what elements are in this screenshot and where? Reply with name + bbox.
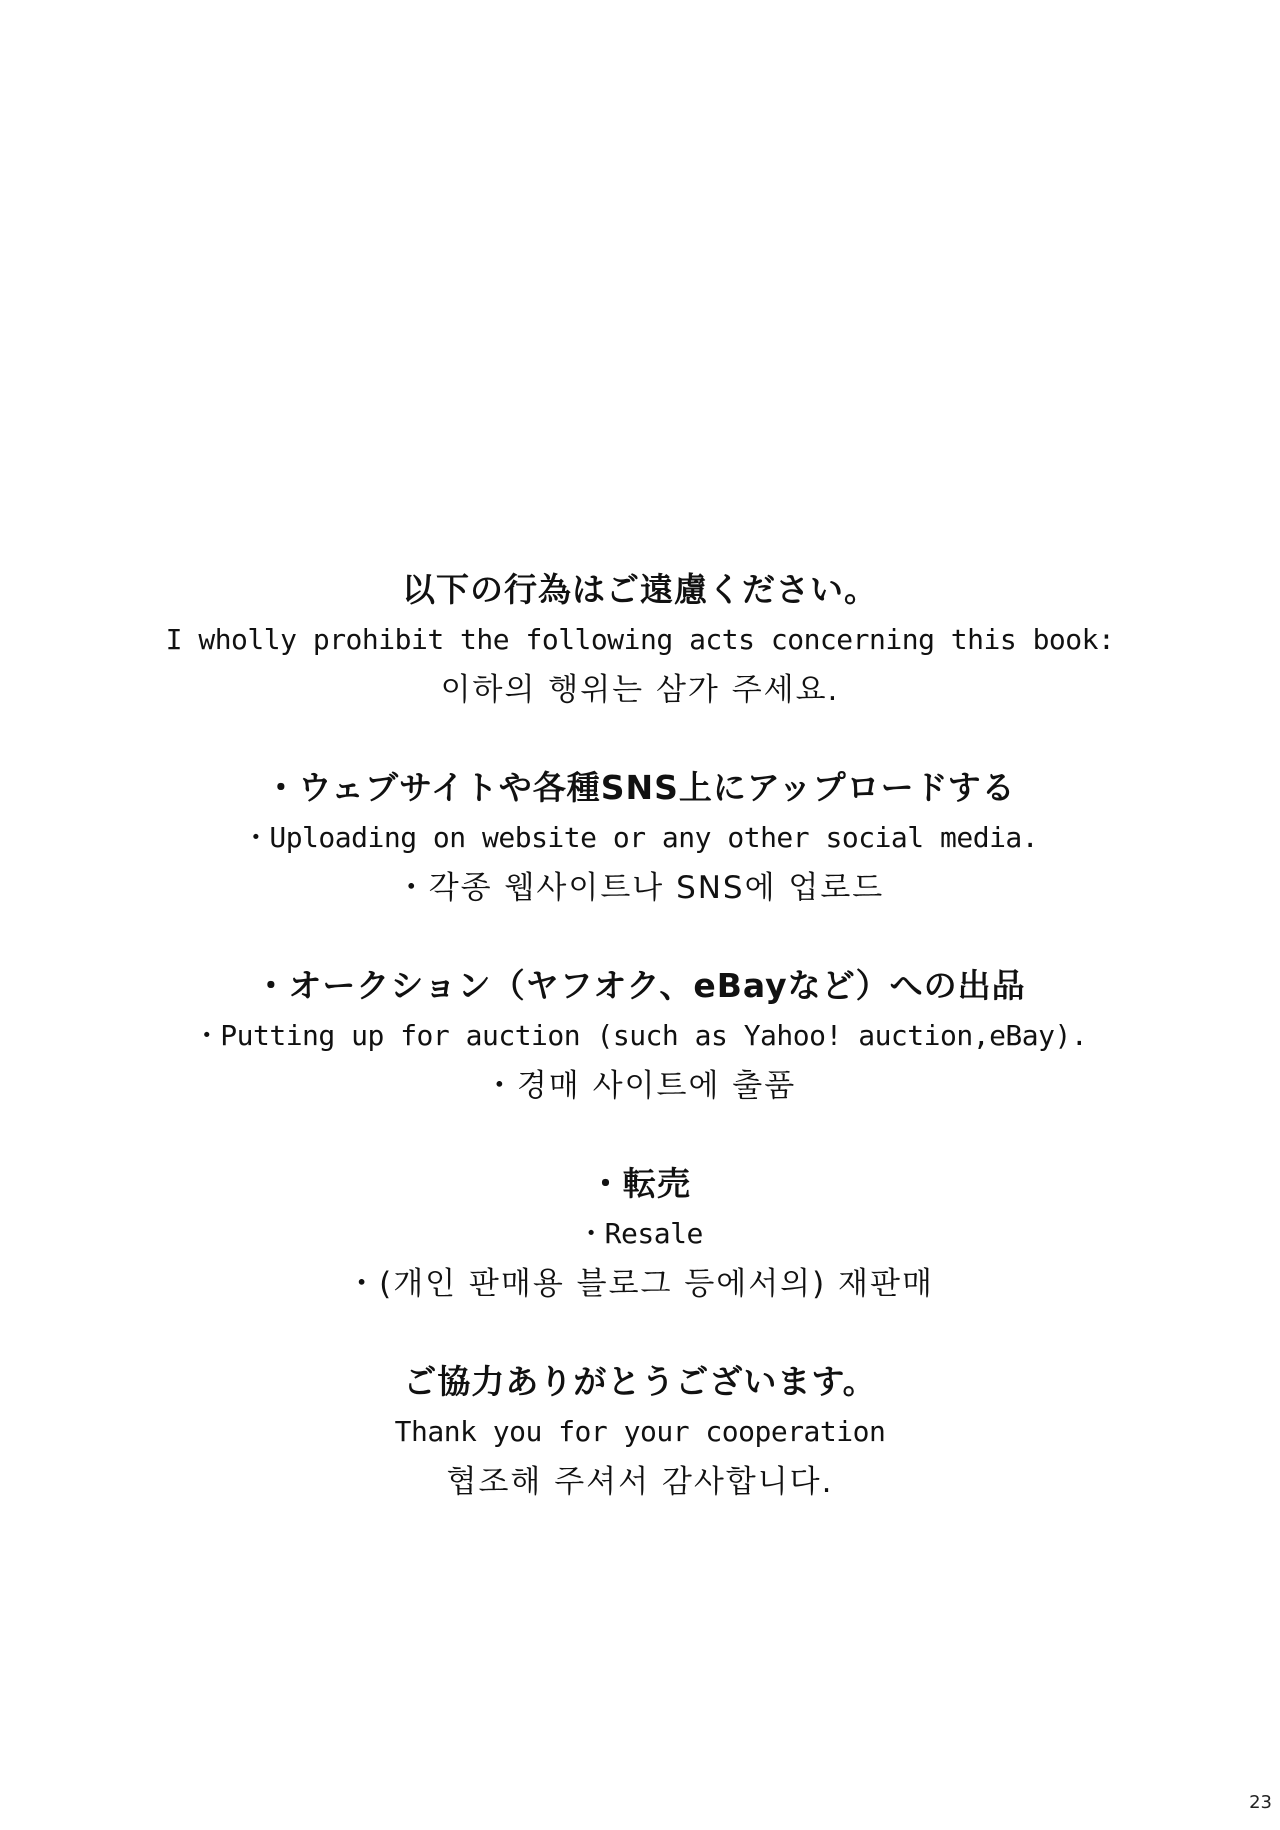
rule-auction-japanese: ・オークション（ヤフオク、eBayなど）への出品 [254, 966, 1026, 1005]
rule-resale [0, 1159, 1280, 1309]
thanks-english: Thank you for your cooperation [394, 1415, 886, 1448]
rule-upload-japanese: ・ウェブサイトや各種SNS上にアップロードする [264, 768, 1016, 807]
page-number: 23 [1249, 1792, 1272, 1813]
rule-resale-korean: ・(개인 판매용 블로그 등에서의) 재판매 [346, 1266, 934, 1302]
heading-japanese: 以下の行為はご遠慮ください。 [402, 570, 878, 609]
notice-heading [0, 565, 1280, 715]
rule-resale-english: ・Resale [577, 1217, 703, 1250]
rule-auction [0, 961, 1280, 1111]
rule-upload-english: ・Uploading on website or any other social media. [241, 821, 1039, 854]
rule-upload [0, 763, 1280, 913]
thanks-japanese: ご協力ありがとうございます。 [403, 1362, 877, 1401]
thanks-korean: 협조해 주셔서 감사합니다. [446, 1464, 834, 1500]
rule-resale-japanese: ・転売 [589, 1164, 691, 1203]
thanks [0, 1357, 1280, 1507]
rule-upload-korean: ・각종 웹사이트나 SNS에 업로드 [395, 870, 885, 906]
rule-auction-english: ・Putting up for auction (such as Yahoo! auction,eBay). [192, 1019, 1088, 1052]
heading-english: I wholly prohibit the following acts concerning this book: [165, 623, 1115, 656]
rule-auction-korean: ・경매 사이트에 출품 [483, 1068, 797, 1104]
heading-korean: 이하의 행위는 삼가 주세요. [440, 672, 840, 708]
prohibition-notice [0, 565, 1280, 1507]
